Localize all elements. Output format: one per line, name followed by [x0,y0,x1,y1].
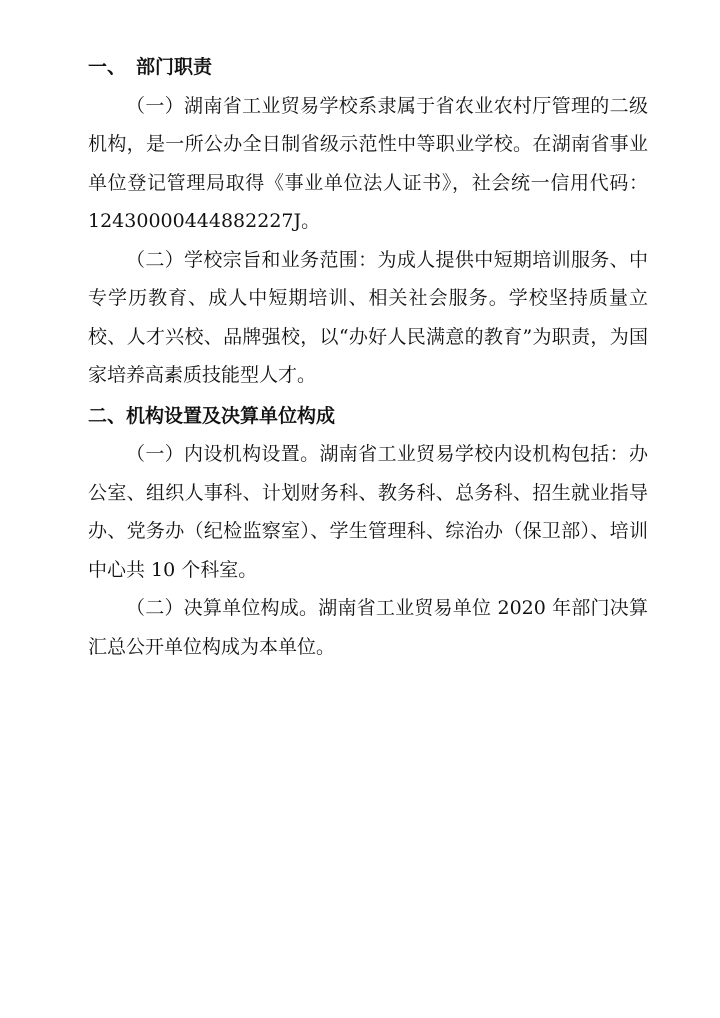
section-heading-organization: 二、机构设置及决算单位构成 [88,404,336,427]
section-heading-duties [88,48,648,87]
section-heading-number: 一、 [88,56,127,78]
paragraph-school-mission: （二）学校宗旨和业务范围：为成人提供中短期培训服务、中专学历教育、成人中短期培训、相关社会服务。学校坚持质量立校、人才兴校、品牌强校，以“办好人民满意的教育”为职责，为国家培养高素质技能型人才。 [88,248,648,386]
paragraph-internal-departments: （一）内设机构设置。湖南省工业贸易学校内设机构包括：办公室、组织人事科、计划财务科、教务科、总务科、招生就业指导办、党务办（纪检监察室）、学生管理科、综治办（保卫部）、培训中心共 10 个科室。 [88,443,648,581]
document-body [88,48,648,666]
paragraph-school-affiliation: （一）湖南省工业贸易学校系隶属于省农业农村厅管理的二级机构，是一所公办全日制省级示范性中等职业学校。在湖南省事业单位登记管理局取得《事业单位法人证书》，社会统一信用代码：12430000444882227J。 [88,94,648,232]
section-heading-text: 部门职责 [136,56,213,78]
paragraph-accounting-units: （二）决算单位构成。湖南省工业贸易单位 2020 年部门决算汇总公开单位构成为本单位。 [88,597,648,658]
